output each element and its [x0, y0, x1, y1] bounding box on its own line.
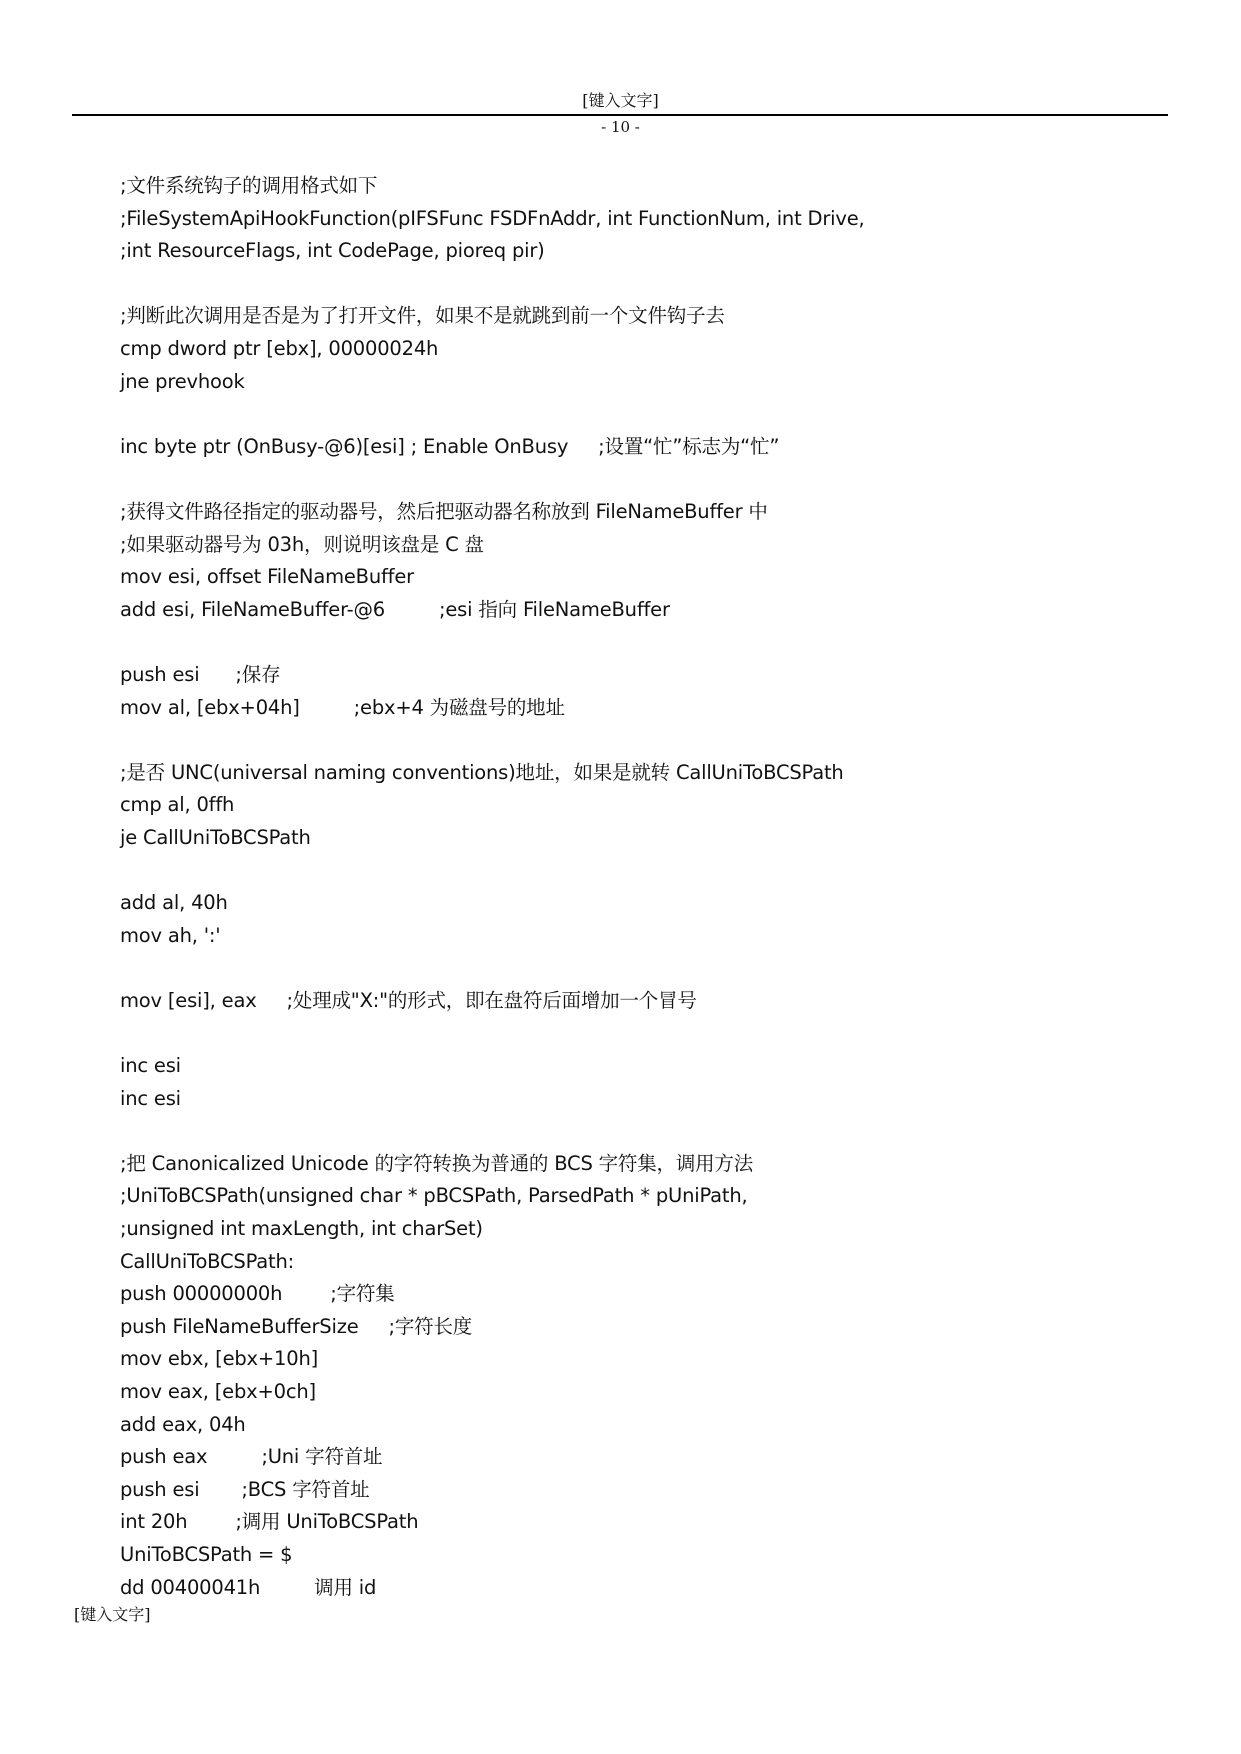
code-line: jne prevhook — [120, 369, 245, 393]
code-line: ;UniToBCSPath(unsigned char * pBCSPath, ParsedPath * pUniPath, — [120, 1184, 748, 1208]
code-line: mov ah, ':' — [120, 923, 221, 947]
code-line: UniToBCSPath = $ — [120, 1542, 293, 1566]
blank-line — [120, 626, 1160, 659]
code-line: ;获得文件路径指定的驱动器号，然后把驱动器名称放到 FileNameBuffer 中 — [120, 499, 768, 523]
code-line: mov esi, offset FileNameBuffer — [120, 565, 414, 589]
page-header: [键入文字] — [582, 91, 659, 110]
code-line: add esi, FileNameBuffer-@6 ;esi 指向 FileNameBuffer — [120, 597, 670, 621]
code-line: ;是否 UNC(universal naming conventions)地址，如果是就转 CallUniToBCSPath — [120, 760, 844, 784]
code-line: ;如果驱动器号为 03h，则说明该盘是 C 盘 — [120, 532, 484, 556]
code-line: add al, 40h — [120, 891, 228, 915]
code-line: add eax, 04h — [120, 1412, 246, 1436]
code-line: cmp al, 0ffh — [120, 793, 235, 817]
code-line: mov [esi], eax ;处理成"X:"的形式，即在盘符后面增加一个冒号 — [120, 988, 697, 1012]
header-divider — [72, 114, 1168, 116]
blank-line — [120, 463, 1160, 496]
blank-line — [120, 268, 1160, 301]
page-footer: [键入文字] — [74, 1605, 151, 1624]
code-listing — [120, 170, 1160, 1604]
code-line: cmp dword ptr [ebx], 00000024h — [120, 336, 439, 360]
blank-line — [120, 398, 1160, 431]
blank-line — [120, 724, 1160, 757]
code-line: CallUniToBCSPath: — [120, 1249, 295, 1273]
code-line: push esi ;BCS 字符首址 — [120, 1477, 370, 1501]
code-line: ;int ResourceFlags, int CodePage, pioreq pir) — [120, 239, 545, 263]
code-line: push 00000000h ;字符集 — [120, 1282, 395, 1306]
code-line: mov al, [ebx+04h] ;ebx+4 为磁盘号的地址 — [120, 695, 565, 719]
blank-line — [120, 854, 1160, 887]
blank-line — [120, 952, 1160, 985]
code-line: ;把 Canonicalized Unicode 的字符转换为普通的 BCS 字符集，调用方法 — [120, 1151, 754, 1175]
code-line: inc esi — [120, 1054, 181, 1078]
code-line: ;文件系统钩子的调用格式如下 — [120, 174, 378, 197]
blank-line — [120, 1115, 1160, 1148]
code-line: dd 00400041h 调用 id — [120, 1575, 377, 1599]
code-line: mov eax, [ebx+0ch] — [120, 1379, 316, 1403]
code-line: ;unsigned int maxLength, int charSet) — [120, 1217, 483, 1240]
code-line: push eax ;Uni 字符首址 — [120, 1445, 383, 1469]
code-line: inc esi — [120, 1086, 181, 1110]
code-line: inc byte ptr (OnBusy-@6)[esi] ; Enable OnBusy ;设置“忙”标志为“忙” — [120, 434, 780, 458]
code-line: je CallUniToBCSPath — [120, 825, 311, 849]
code-line: int 20h ;调用 UniToBCSPath — [120, 1510, 419, 1534]
code-line: push FileNameBufferSize ;字符长度 — [120, 1314, 473, 1338]
code-line: ;FileSystemApiHookFunction(pIFSFunc FSDFnAddr, int FunctionNum, int Drive, — [120, 206, 865, 230]
page-number: - 10 - — [601, 118, 640, 136]
code-line: mov ebx, [ebx+10h] — [120, 1347, 319, 1371]
code-line: push esi ;保存 — [120, 662, 281, 686]
blank-line — [120, 1017, 1160, 1050]
code-line: ;判断此次调用是否是为了打开文件，如果不是就跳到前一个文件钩子去 — [120, 304, 725, 328]
